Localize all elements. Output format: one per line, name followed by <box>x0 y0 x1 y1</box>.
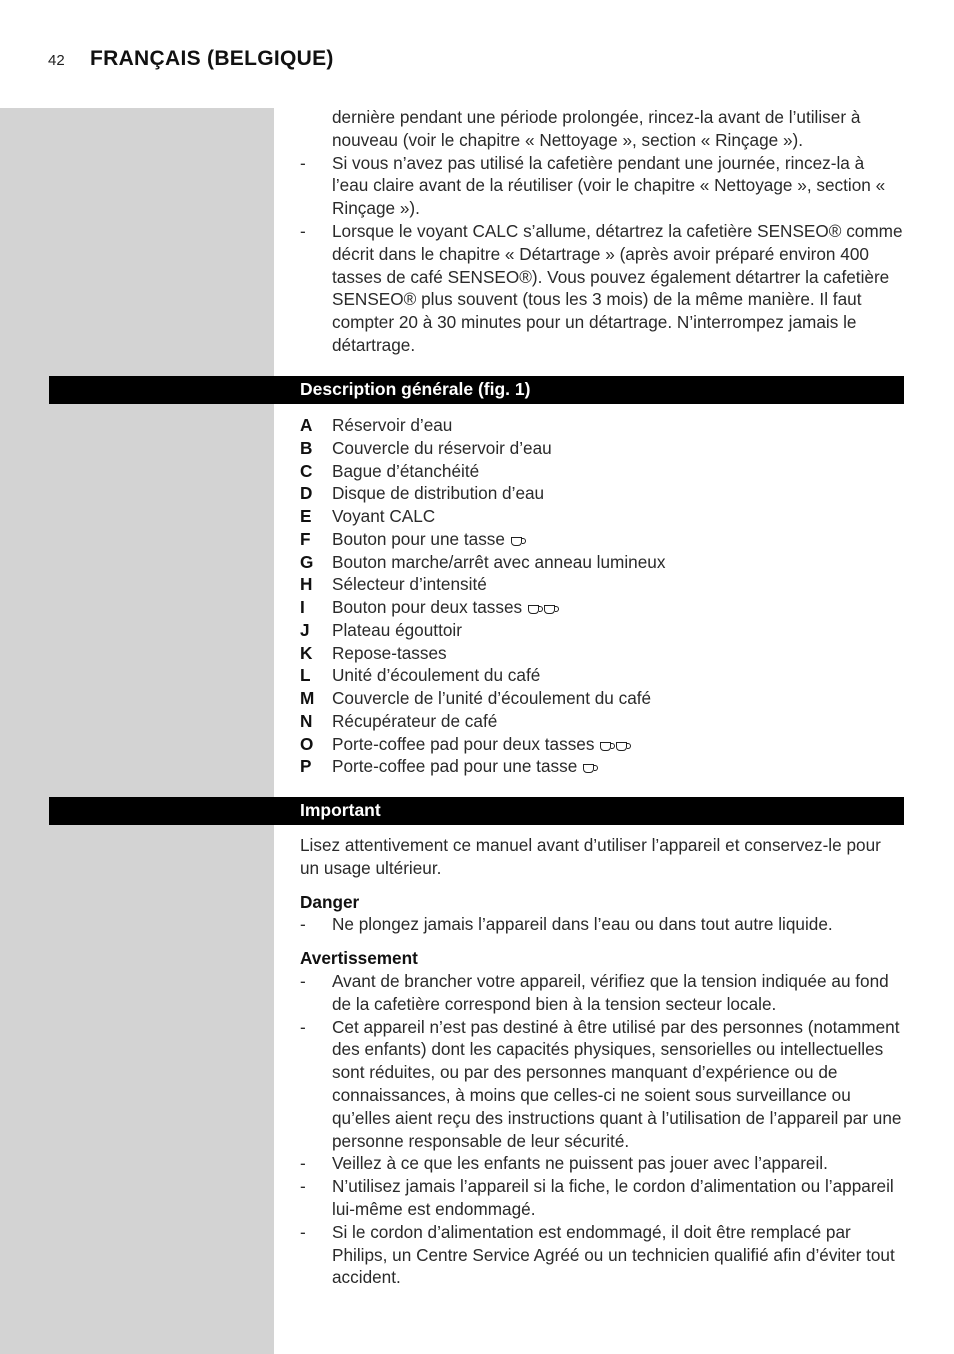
part-letter: D <box>300 483 313 504</box>
warning-list <box>300 970 904 1289</box>
part-row <box>300 596 904 619</box>
bullet-text: Avant de brancher votre appareil, vérifiez que la tension indiquée au fond de la cafetière correspond bien à la tension secteur locale. <box>332 970 889 1014</box>
section-bar-important <box>49 797 904 825</box>
page-header <box>0 0 954 100</box>
bullet-text: Ne plongez jamais l’appareil dans l’eau ou dans tout autre liquide. <box>332 914 833 935</box>
cup-icon <box>511 537 522 546</box>
part-letter: A <box>300 415 313 435</box>
part-row <box>300 642 904 665</box>
bullet-dash: - <box>300 914 306 935</box>
intro-bullets <box>300 106 904 357</box>
bullet-item <box>300 1175 904 1221</box>
left-margin-column <box>0 108 274 1354</box>
cup-icon <box>600 742 611 751</box>
cup-icon <box>616 742 627 751</box>
part-letter: M <box>300 688 315 708</box>
part-row <box>300 619 904 642</box>
part-label: Réservoir d’eau <box>332 415 453 435</box>
part-row <box>300 573 904 596</box>
part-label: Bouton marche/arrêt avec anneau lumineux <box>332 551 666 572</box>
part-letter: B <box>300 437 313 458</box>
bullet-continuation <box>300 106 904 152</box>
part-row <box>300 551 904 574</box>
part-letter: K <box>300 642 313 663</box>
bullet-item <box>300 1221 904 1289</box>
part-row <box>300 460 904 483</box>
bullet-item <box>300 913 904 936</box>
part-letter: H <box>300 574 313 595</box>
bullet-item <box>300 220 904 357</box>
part-label: Repose-tasses <box>332 642 447 663</box>
bullet-item <box>300 1016 904 1153</box>
part-label: Voyant CALC <box>332 506 436 526</box>
part-row <box>300 505 904 528</box>
part-letter: C <box>300 460 313 481</box>
part-row <box>300 414 904 437</box>
page-number: 42 <box>48 52 65 69</box>
part-letter: I <box>300 597 305 617</box>
parts-list <box>300 414 904 778</box>
part-letter: N <box>300 710 313 731</box>
bullet-item <box>300 152 904 220</box>
part-label: Plateau égouttoir <box>332 619 462 640</box>
important-content <box>300 834 904 1289</box>
danger-list <box>300 913 904 936</box>
bullet-dash: - <box>300 1176 306 1197</box>
part-row <box>300 664 904 687</box>
part-label: Porte-coffee pad pour deux tasses <box>332 733 595 754</box>
part-row <box>300 755 904 778</box>
part-letter: E <box>300 506 312 526</box>
part-label: Bouton pour deux tasses <box>332 597 523 617</box>
section-title: Important <box>300 800 381 820</box>
bullet-text: Lorsque le voyant CALC s’allume, détartrez la cafetière SENSEO® comme décrit dans le chapitre « Détartrage » (après avoir préparé environ 400 tasses de café SENSEO®). Vous pouvez également détartrer la cafetière SENSEO® plus souvent (tous les 3 mois) de la même manière. Il faut compter 20 à 30 minutes pour un détartrage. N’interrompez jamais le détartrage. <box>332 220 903 355</box>
bullet-text: Si le cordon d’alimentation est endommagé, il doit être remplacé par Philips, un Centre Service Agréé ou un technicien qualifié afin d’éviter tout accident. <box>332 1221 895 1288</box>
section-title: Description générale (fig. 1) <box>300 379 531 399</box>
part-label: Récupérateur de café <box>332 710 498 731</box>
part-letter: O <box>300 733 314 754</box>
cup-icon <box>528 605 539 614</box>
cup-icon <box>544 605 555 614</box>
bullet-text: N’utilisez jamais l’appareil si la fiche, le cordon d’alimentation ou l’appareil lui-même est endommagé. <box>332 1176 894 1219</box>
bullet-dash: - <box>300 1221 306 1242</box>
bullet-dash: - <box>300 220 306 241</box>
section-bar-description <box>49 376 904 404</box>
part-label: Porte-coffee pad pour une tasse <box>332 756 578 777</box>
part-row <box>300 710 904 733</box>
part-letter: L <box>300 665 311 686</box>
warning-heading: Avertissement <box>300 948 418 969</box>
part-row <box>300 437 904 460</box>
important-intro: Lisez attentivement ce manuel avant d’utiliser l’appareil et conservez-le pour un usage ultérieur. <box>300 835 881 878</box>
cup-icon <box>583 764 594 773</box>
bullet-dash: - <box>300 152 306 173</box>
part-label: Couvercle de l’unité d’écoulement du café <box>332 688 652 708</box>
bullet-text: Si vous n’avez pas utilisé la cafetière pendant une journée, rincez-la à l’eau claire avant de la réutiliser (voir le chapitre « Nettoyage », section « Rinçage »). <box>332 152 886 219</box>
bullet-dash: - <box>300 1016 306 1037</box>
part-row <box>300 482 904 505</box>
bullet-dash: - <box>300 970 306 991</box>
bullet-item <box>300 970 904 1016</box>
language-title: FRANÇAIS (BELGIQUE) <box>90 47 334 70</box>
part-row <box>300 528 904 551</box>
part-row <box>300 733 904 756</box>
part-label: Disque de distribution d’eau <box>332 483 545 504</box>
part-label: Unité d’écoulement du café <box>332 665 541 686</box>
part-label: Bague d’étanchéité <box>332 460 480 481</box>
part-letter: G <box>300 551 314 572</box>
danger-heading: Danger <box>300 891 360 912</box>
bullet-text: Veillez à ce que les enfants ne puissent pas jouer avec l’appareil. <box>332 1153 828 1174</box>
part-label: Couvercle du réservoir d’eau <box>332 437 552 458</box>
part-letter: J <box>300 619 310 640</box>
bullet-text: Cet appareil n’est pas destiné à être utilisé par des personnes (notamment des enfants) dont les capacités physiques, sensorielles ou intellectuelles sont réduites, ou par des personnes manquant d’expérience ou de connaissances, à moins que celles-ci ne soient sous surveillance ou qu’elles aient reçu des instructions quant à l’utilisation de l’appareil par une personne responsable de leur sécurité. <box>332 1016 902 1151</box>
bullet-text: dernière pendant une période prolongée, rincez-la avant de l’utiliser à nouveau (voir le chapitre « Nettoyage », section « Rinçage »). <box>332 107 861 150</box>
part-letter: F <box>300 528 311 549</box>
bullet-item <box>300 1152 904 1175</box>
part-label: Bouton pour une tasse <box>332 528 505 549</box>
part-row <box>300 687 904 710</box>
bullet-dash: - <box>300 1153 306 1174</box>
part-label: Sélecteur d’intensité <box>332 574 487 595</box>
part-letter: P <box>300 756 312 777</box>
